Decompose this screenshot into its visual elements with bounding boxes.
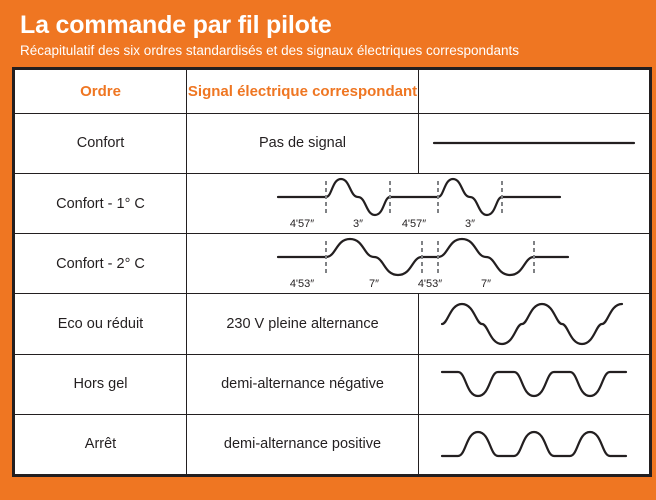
waveform-flat-icon — [429, 123, 639, 163]
signal-table — [12, 67, 652, 477]
waveform-half-positive-icon — [434, 422, 634, 466]
row-signal-confort: Pas de signal — [187, 113, 419, 173]
table-row — [15, 354, 650, 414]
row-waveform-eco — [419, 294, 650, 354]
column-header-signal-spacer — [419, 70, 650, 114]
tick-label: 7″ — [480, 277, 492, 290]
tick-label: 4'53″ — [289, 277, 315, 290]
row-waveform-confort-1 — [187, 174, 650, 234]
waveform-pulse-3s-icon — [208, 175, 628, 233]
table-row — [15, 294, 650, 354]
tick-label: 4'57″ — [289, 217, 315, 230]
page-subtitle: Récapitulatif des six ordres standardisés et des signaux électriques correspondants — [20, 43, 520, 58]
waveform-full-sine-icon — [434, 300, 634, 348]
table-header-row — [15, 70, 650, 114]
row-label-arret: Arrêt — [15, 414, 187, 474]
tick-label: 4'53″ — [417, 277, 443, 290]
row-label-confort-1: Confort - 1° C — [15, 174, 187, 234]
table-row — [15, 174, 650, 234]
row-label-confort: Confort — [15, 113, 187, 173]
row-signal-eco: 230 V pleine alternance — [187, 294, 419, 354]
page-title: La commande par fil pilote — [20, 11, 332, 39]
table-row — [15, 113, 650, 173]
row-label-eco: Eco ou réduit — [15, 294, 187, 354]
row-waveform-hors-gel — [419, 354, 650, 414]
tick-label: 7″ — [368, 277, 380, 290]
row-label-confort-2: Confort - 2° C — [15, 234, 187, 294]
row-waveform-confort-2 — [187, 234, 650, 294]
row-waveform-confort — [419, 113, 650, 173]
row-signal-hors-gel: demi-alternance négative — [187, 354, 419, 414]
row-waveform-arret — [419, 414, 650, 474]
table-row — [15, 234, 650, 294]
header — [8, 8, 648, 67]
column-header-ordre: Ordre — [15, 70, 187, 114]
table — [14, 69, 650, 475]
tick-label: 3″ — [464, 217, 476, 230]
row-signal-arret: demi-alternance positive — [187, 414, 419, 474]
tick-label: 3″ — [352, 217, 364, 230]
row-label-hors-gel: Hors gel — [15, 354, 187, 414]
waveform-pulse-7s-icon — [208, 235, 628, 293]
waveform-half-negative-icon — [434, 362, 634, 406]
tick-label: 4'57″ — [401, 217, 427, 230]
column-header-signal: Signal électrique correspondant — [187, 70, 419, 114]
table-row — [15, 414, 650, 474]
